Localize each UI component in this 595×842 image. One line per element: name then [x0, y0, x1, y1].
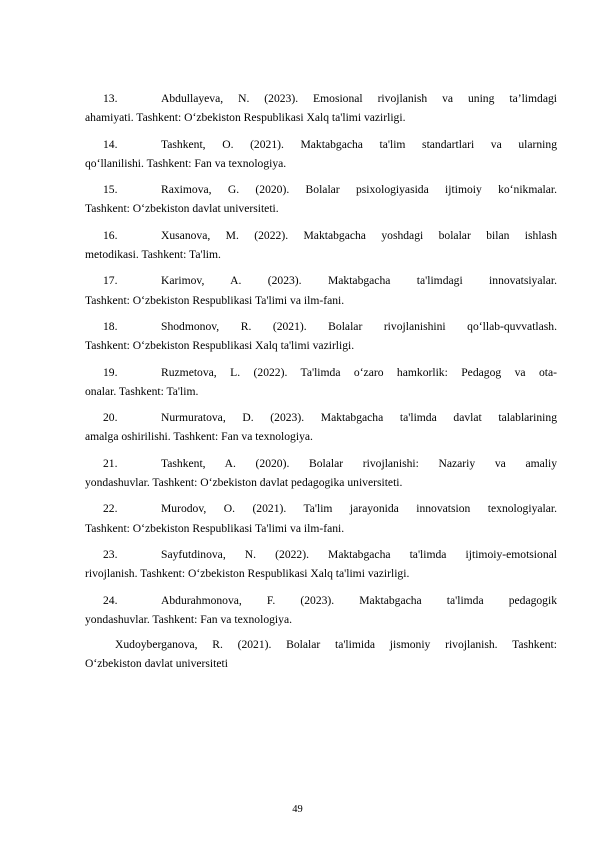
reference-number: 14. — [103, 137, 118, 151]
reference-number: 22. — [103, 502, 118, 516]
reference-number: 21. — [103, 456, 118, 470]
reference-item — [85, 591, 557, 629]
reference-text-cont: O‘zbekiston davlat universiteti — [85, 657, 228, 671]
reference-text: Abdullayeva, N. (2023). Emosional rivojlanish va uning ta’limdagi — [161, 92, 557, 105]
reference-item — [85, 180, 557, 218]
reference-text: Murodov, O. (2021). Ta'lim jarayonida innovatsion texnologiyalar. — [161, 502, 557, 516]
reference-number: 23. — [103, 547, 118, 561]
reference-text-cont: amalga oshirilishi. Tashkent: Fan va texnologiya. — [85, 430, 313, 444]
reference-text-cont: Tashkent: O‘zbekiston Respublikasi Ta'limi va ilm-fani. — [85, 293, 345, 307]
reference-text: Abdurahmonova, F. (2023). Maktabgacha ta'limda pedagogik — [161, 593, 557, 607]
reference-number: 24. — [103, 593, 118, 607]
reference-item — [85, 271, 557, 309]
reference-text-cont: metodikasi. Tashkent: Ta'lim. — [85, 247, 221, 261]
reference-text: Tashkent, O. (2021). Maktabgacha ta'lim standartlari va ularning — [161, 137, 557, 151]
reference-text: Karimov, A. (2023). Maktabgacha ta'limdagi innovatsiyalar. — [161, 274, 557, 288]
reference-text: Raximova, G. (2020). Bolalar psixologiyasida ijtimoiy ko‘nikmalar. — [161, 183, 557, 197]
reference-text-cont: onalar. Tashkent: Ta'lim. — [85, 384, 199, 398]
reference-item — [85, 89, 557, 127]
reference-item — [85, 135, 557, 173]
reference-text: Ruzmetova, L. (2022). Ta'limda o‘zaro hamkorlik: Pedagog va ota- — [161, 365, 557, 379]
page-number: 49 — [292, 804, 303, 815]
reference-text-cont: Tashkent: O‘zbekiston davlat universiteti. — [85, 202, 279, 216]
reference-text-cont: Tashkent: O‘zbekiston Respublikasi Xalq ta'limi vazirligi. — [85, 339, 355, 353]
reference-list — [85, 89, 557, 674]
reference-text-cont: rivojlanish. Tashkent: O‘zbekiston Respublikasi Xalq ta'limi vazirligi. — [85, 567, 410, 581]
reference-item — [85, 408, 557, 446]
reference-number: 15. — [103, 183, 118, 197]
reference-item — [85, 226, 557, 264]
reference-text: Tashkent, A. (2020). Bolalar rivojlanishi: Nazariy va amaliy — [161, 456, 557, 470]
reference-text: Nurmuratova, D. (2023). Maktabgacha ta'limda davlat talablarining — [161, 411, 557, 425]
reference-text: Sayfutdinova, N. (2022). Maktabgacha ta'limda ijtimoiy-emotsional — [161, 547, 557, 561]
reference-item — [85, 363, 557, 401]
reference-text: Shodmonov, R. (2021). Bolalar rivojlanishini qo‘llab-quvvatlash. — [161, 319, 557, 333]
reference-item — [85, 317, 557, 355]
reference-text-cont: Tashkent: O‘zbekiston Respublikasi Ta'limi va ilm-fani. — [85, 521, 345, 535]
reference-text: Xusanova, M. (2022). Maktabgacha yoshdagi bolalar bilan ishlash — [161, 228, 557, 242]
reference-item — [85, 545, 557, 583]
reference-item — [85, 454, 557, 492]
reference-number: 16. — [103, 228, 118, 242]
reference-number: 20. — [103, 411, 118, 425]
reference-text-cont: yondashuvlar. Tashkent: Fan va texnologiya. — [85, 612, 292, 626]
reference-number: 19. — [103, 365, 118, 379]
reference-item — [85, 499, 557, 537]
reference-text-cont: yondashuvlar. Tashkent: O‘zbekiston davlat pedagogika universiteti. — [85, 475, 403, 489]
reference-text: Xudoyberganova, R. (2021). Bolalar ta'limida jismoniy rivojlanish. Tashkent: — [115, 638, 557, 652]
reference-number: 17. — [103, 274, 118, 288]
reference-item-unnumbered — [85, 635, 557, 673]
reference-number: 18. — [103, 319, 118, 333]
reference-number: 13. — [103, 92, 118, 105]
reference-text-cont: qo‘llanilishi. Tashkent: Fan va texnologiya. — [85, 156, 287, 170]
reference-text-cont: ahamiyati. Tashkent: O‘zbekiston Respublikasi Xalq ta'limi vazirligi. — [85, 111, 406, 125]
